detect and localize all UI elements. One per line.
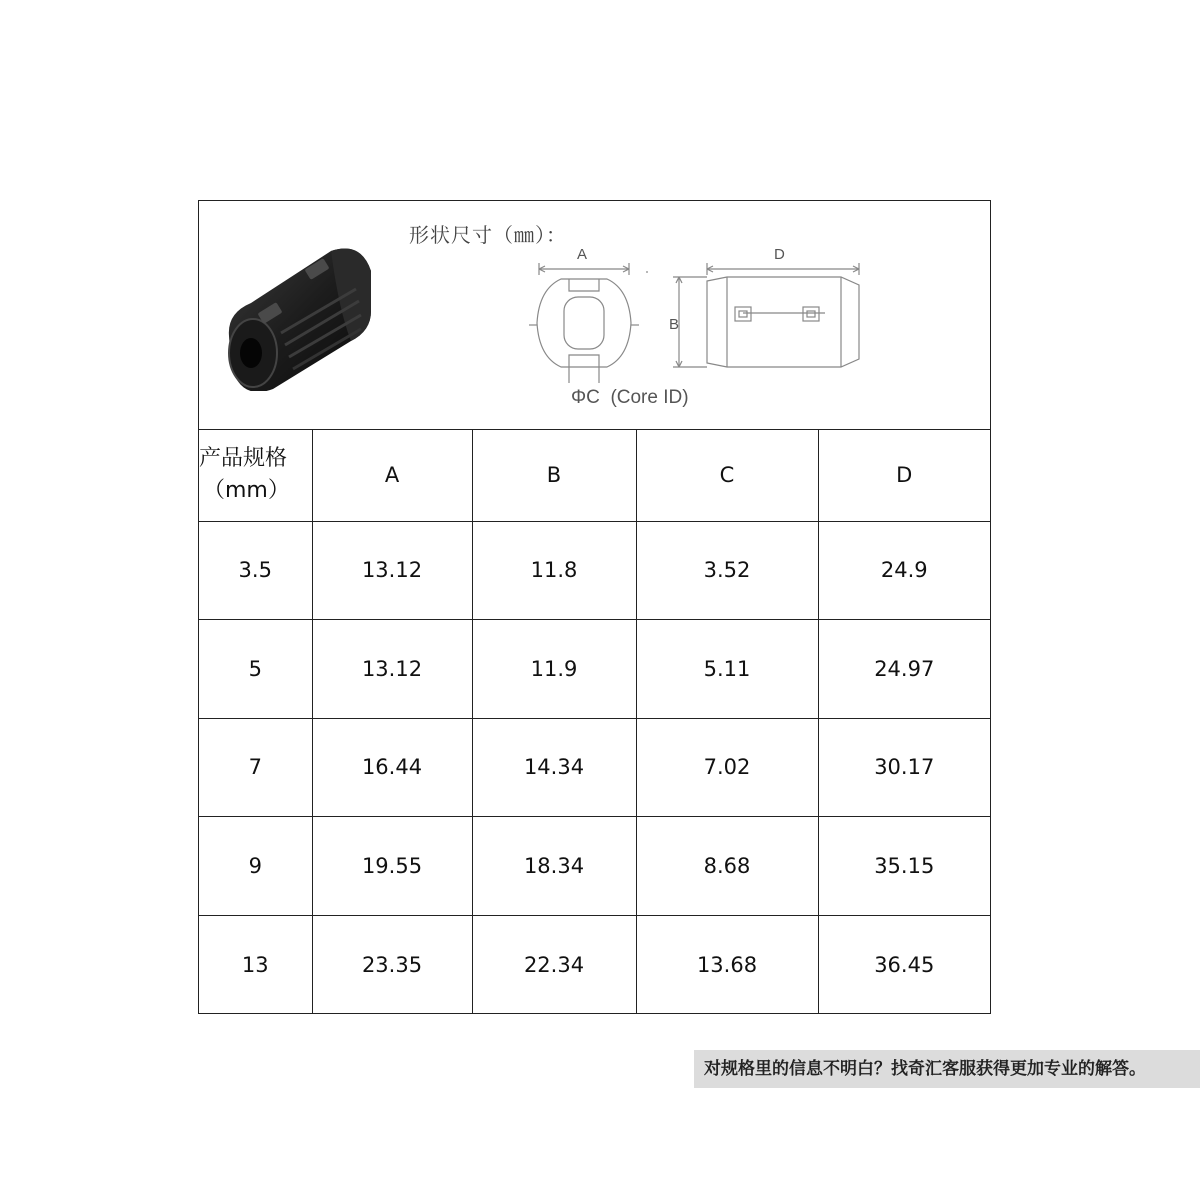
table-row	[199, 521, 990, 620]
cell-c: 7.02	[636, 718, 818, 817]
cell-d: 35.15	[818, 817, 990, 916]
cell-c: 13.68	[636, 915, 818, 1014]
spec-sheet	[198, 200, 991, 1014]
cell-spec: 9	[199, 817, 312, 916]
cell-b: 22.34	[472, 915, 636, 1014]
cell-spec: 13	[199, 915, 312, 1014]
footer-help-note: 对规格里的信息不明白？找奇汇客服获得更加专业的解答。	[694, 1050, 1200, 1088]
cell-d: 24.9	[818, 521, 990, 620]
cell-c: 5.11	[636, 620, 818, 719]
ferrite-core-photo-icon	[221, 241, 381, 391]
header-spec-unit: （mm）	[203, 478, 290, 504]
cell-d: 24.97	[818, 620, 990, 719]
cell-a: 19.55	[312, 817, 472, 916]
table-row	[199, 620, 990, 719]
dimension-label-a: A	[577, 246, 588, 263]
cell-b: 11.8	[472, 521, 636, 620]
cell-a: 16.44	[312, 718, 472, 817]
core-id-caption: ΦC (Core ID)	[571, 387, 689, 408]
cell-b: 14.34	[472, 718, 636, 817]
cell-d: 36.45	[818, 915, 990, 1014]
dimension-label-b: B	[669, 316, 680, 333]
header-spec-label: 产品规格	[199, 446, 288, 472]
header-c: C	[636, 430, 818, 521]
cell-spec: 3.5	[199, 521, 312, 620]
header-panel	[199, 201, 990, 430]
table-header-row	[199, 430, 990, 521]
cell-d: 30.17	[818, 718, 990, 817]
header-a: A	[312, 430, 472, 521]
cell-b: 11.9	[472, 620, 636, 719]
header-d: D	[818, 430, 990, 521]
cell-spec: 5	[199, 620, 312, 719]
cell-spec: 7	[199, 718, 312, 817]
header-spec	[199, 430, 312, 521]
header-b: B	[472, 430, 636, 521]
table-row	[199, 718, 990, 817]
cell-b: 18.34	[472, 817, 636, 916]
spec-table	[199, 430, 990, 1014]
cell-c: 3.52	[636, 521, 818, 620]
cell-a: 13.12	[312, 620, 472, 719]
table-row	[199, 817, 990, 916]
cell-a: 23.35	[312, 915, 472, 1014]
cell-a: 13.12	[312, 521, 472, 620]
shape-dimensions-title: 形状尺寸（㎜）：	[409, 223, 567, 247]
dimension-label-d: D	[774, 246, 785, 263]
cell-c: 8.68	[636, 817, 818, 916]
table-row	[199, 915, 990, 1014]
